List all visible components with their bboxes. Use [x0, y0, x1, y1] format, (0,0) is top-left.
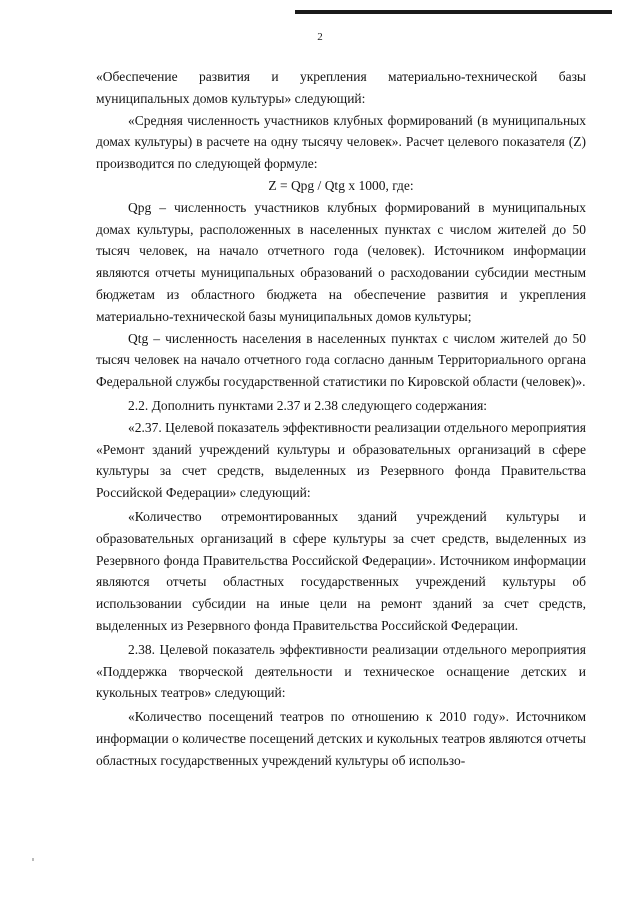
page-number: 2	[317, 31, 323, 43]
formula-line: Z = Qpg / Qtg x 1000, где:	[268, 177, 414, 193]
paragraph-2-37: «2.37. Целевой показатель эффективности реализации отдельного мероприятия «Ремонт зданий учреждений культуры и образовательных организаций в сфере культуры за счет средств, выделенных из Резервного фонда Правительства Российской Федерации» следующий:	[96, 419, 586, 501]
paragraph-2-38: 2.38. Целевой показатель эффективности реализации отдельного мероприятия «Поддержка творческой деятельности и техническое оснащение детских и кукольных театров» следующий:	[96, 641, 586, 701]
scan-edge-bar	[295, 10, 612, 14]
paragraph-qtg: Qtg – численность населения в населенных пунктах с числом жителей до 50 тысяч человек на начало отчетного года согласно данным Территориального органа Федеральной службы государственной статистики по Кировской области (человек)».	[96, 330, 586, 390]
paragraph-amendment: 2.2. Дополнить пунктами 2.37 и 2.38 следующего содержания:	[128, 397, 488, 413]
paragraph-2-38-indicator: «Количество посещений театров по отношению к 2010 году». Источником информации о количестве посещений детских и кукольных театров являются отчеты областных государственных учреждений культуры об использо-	[96, 709, 586, 768]
paragraph-2-37-indicator: «Количество отремонтированных зданий учреждений культуры и образовательных организаций в сфере культуры за счет средств, выделенных из Резервного фонда Правительства Российской Федерации». Источником информации являются отчеты областных государственных учреждений культуры об использовании субсидии на иные цели на ремонт зданий за счет средств, выделенных из Резервного фонда Правительства Российской Федерации.	[96, 508, 586, 633]
paragraph-intro: «Обеспечение развития и укрепления материально-технической базы муниципальных домов культуры» следующий:	[96, 69, 586, 106]
body-text	[96, 66, 586, 772]
paragraph-indicator-definition: «Средняя численность участников клубных формирований (в муниципальных домах культуры) в расчете на одну тысячу человек». Расчет целевого показателя (Z) производится по следующей формуле:	[96, 112, 586, 172]
scan-speck	[32, 858, 34, 861]
paragraph-qpg: Qpg – численность участников клубных формирований в муниципальных домах культуры, расположенных в населенных пунктах с числом жителей до 50 тысяч человек, на начало отчетного года (человек). Источником информации являются отчеты муниципальных образований о расходовании субсидии местным бюджетам из областного бюджета на обеспечение развития и укрепления материально-технической базы муниципальных домов культуры;	[96, 199, 586, 324]
